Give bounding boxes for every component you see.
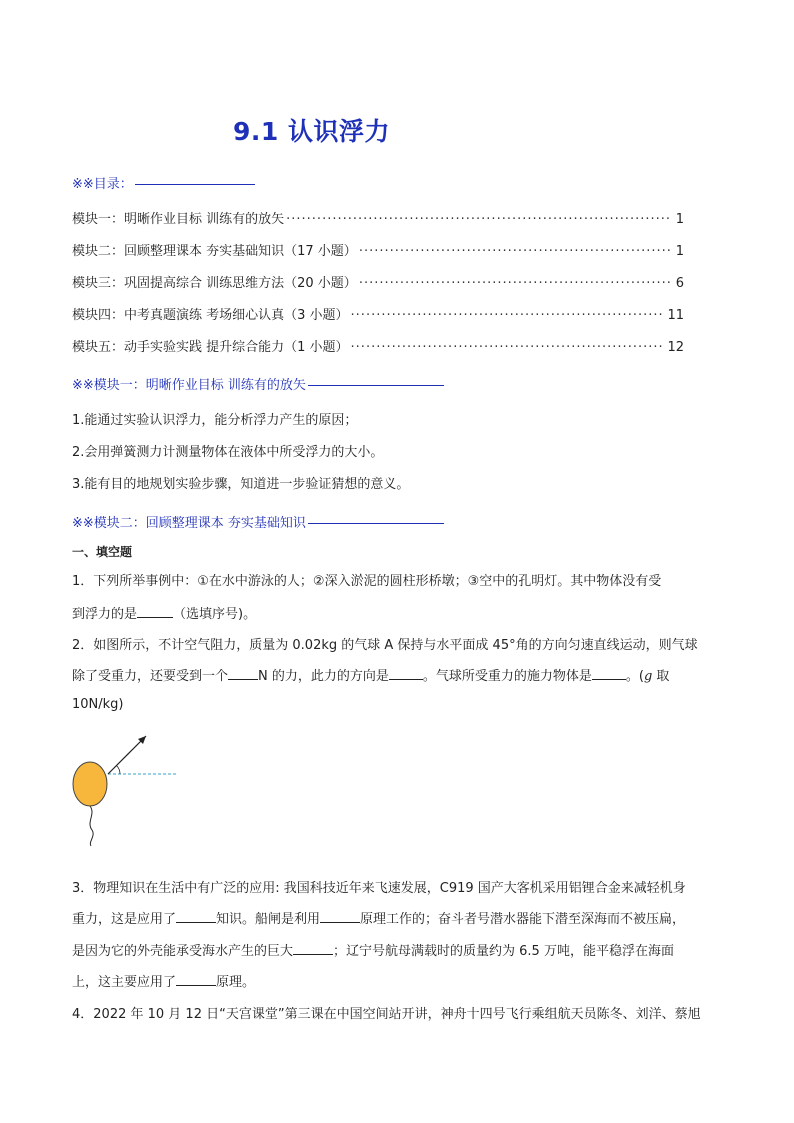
answer-blank[interactable] xyxy=(137,605,173,618)
toc-entry-label: 模块五：动手实验实践 提升综合能力（1 小题） xyxy=(72,340,349,355)
answer-blank[interactable] xyxy=(320,910,360,923)
answer-blank[interactable] xyxy=(228,667,258,680)
question-text: g xyxy=(643,669,653,684)
toc-page-number: 12 xyxy=(667,340,684,355)
toc-page-number: 11 xyxy=(667,308,684,323)
balloon-icon xyxy=(73,762,107,806)
question-3-line-1: 3．物理知识在生活中有广泛的应用: 我国科技近年来飞速发展，C919 国产大客机采用铝锂合金来减轻机身 xyxy=(72,881,686,896)
part-title: 一、填空题 xyxy=(72,545,133,559)
toc-page-number: 1 xyxy=(675,244,684,259)
toc-entry-label: 模块二：回顾整理课本 夯实基础知识（17 小题） xyxy=(72,244,357,259)
objective-item: 3.能有目的地规划实验步骤，知道进一步验证猜想的意义。 xyxy=(72,477,410,492)
module1-header-label: ※※模块一：明晰作业目标 训练有的放矢 xyxy=(72,378,306,393)
toc-entry-3[interactable] xyxy=(72,272,684,291)
toc-header-label: ※※目录： xyxy=(72,177,133,192)
toc-leader xyxy=(359,276,670,291)
toc-entry-label: 模块一：明晰作业目标 训练有的放矢 xyxy=(72,212,285,227)
question-3-line-4 xyxy=(72,971,255,990)
toc-leader xyxy=(351,340,666,355)
balloon-string xyxy=(90,806,93,846)
divider xyxy=(308,523,444,524)
velocity-arrow xyxy=(108,736,146,774)
question-4-line-1: 4．2022 年 10 月 12 日“天宫课堂”第三课在中国空间站开讲，神舟十四号飞行乘组航天员陈冬、刘洋、蔡旭 xyxy=(72,1007,701,1022)
answer-blank[interactable] xyxy=(592,667,626,680)
page-title: 9.1 认识浮力 xyxy=(233,117,390,146)
toc-entry-5[interactable] xyxy=(72,336,684,355)
toc-entry-2[interactable] xyxy=(72,240,684,259)
toc-leader xyxy=(359,244,670,259)
toc-entry-1[interactable] xyxy=(72,208,684,227)
question-text: 是因为它的外壳能承受海水产生的巨大 xyxy=(72,944,294,959)
module2-header xyxy=(72,512,444,531)
module1-header xyxy=(72,374,444,393)
question-1-line-2 xyxy=(72,603,256,622)
toc-header xyxy=(72,173,255,192)
toc-entry-label: 模块三：巩固提高综合 训练思维方法（20 小题） xyxy=(72,276,357,291)
question-text: 上，这主要应用了 xyxy=(72,975,177,990)
divider xyxy=(135,184,255,185)
question-text: （选填序号)。 xyxy=(173,607,257,622)
module2-header-label: ※※模块二：回顾整理课本 夯实基础知识 xyxy=(72,516,306,531)
question-3-line-3 xyxy=(72,940,674,959)
toc-entry-4[interactable] xyxy=(72,304,684,323)
toc-leader xyxy=(286,212,670,227)
question-text: 知识。船闸是利用 xyxy=(216,912,321,927)
question-text: 到浮力的是 xyxy=(72,607,138,622)
answer-blank[interactable] xyxy=(176,973,216,986)
objective-item: 1.能通过实验认识浮力，能分析浮力产生的原因； xyxy=(72,413,358,428)
question-text: 取 xyxy=(652,669,670,684)
answer-blank[interactable] xyxy=(389,667,423,680)
question-text: 重力，这是应用了 xyxy=(72,912,177,927)
angle-arc xyxy=(117,766,121,775)
toc-entry-label: 模块四：中考真题演练 考场细心认真（3 小题） xyxy=(72,308,349,323)
balloon-figure xyxy=(68,722,188,850)
answer-blank[interactable] xyxy=(293,942,333,955)
divider xyxy=(308,385,444,386)
question-text: 。( xyxy=(625,669,644,684)
question-text: 。气球所受重力的施力物体是 xyxy=(422,669,592,684)
toc-leader xyxy=(351,308,666,323)
question-2-line-3: 10N/kg) xyxy=(72,697,124,712)
question-3-line-2 xyxy=(72,908,685,927)
question-1-line-1: 1．下列所举事例中：①在水中游泳的人；②深入淤泥的圆柱形桥墩；③空中的孔明灯。其中物体没有受 xyxy=(72,574,662,589)
question-text: 除了受重力，还要受到一个 xyxy=(72,669,229,684)
toc-page-number: 1 xyxy=(675,212,684,227)
question-text: 原理。 xyxy=(216,975,256,990)
question-2-line-2 xyxy=(72,665,669,684)
toc-page-number: 6 xyxy=(675,276,684,291)
question-text: N 的力，此力的方向是 xyxy=(258,669,389,684)
question-text: ；辽宁号航母满载时的质量约为 6.5 万吨，能平稳浮在海面 xyxy=(333,944,674,959)
question-text: 原理工作的；奋斗者号潜水器能下潜至深海而不被压扁， xyxy=(360,912,686,927)
answer-blank[interactable] xyxy=(176,910,216,923)
objective-item: 2.会用弹簧测力计测量物体在液体中所受浮力的大小。 xyxy=(72,445,384,460)
question-2-line-1: 2．如图所示，不计空气阻力，质量为 0.02kg 的气球 A 保持与水平面成 45°角的方向匀速直线运动，则气球 xyxy=(72,638,698,653)
